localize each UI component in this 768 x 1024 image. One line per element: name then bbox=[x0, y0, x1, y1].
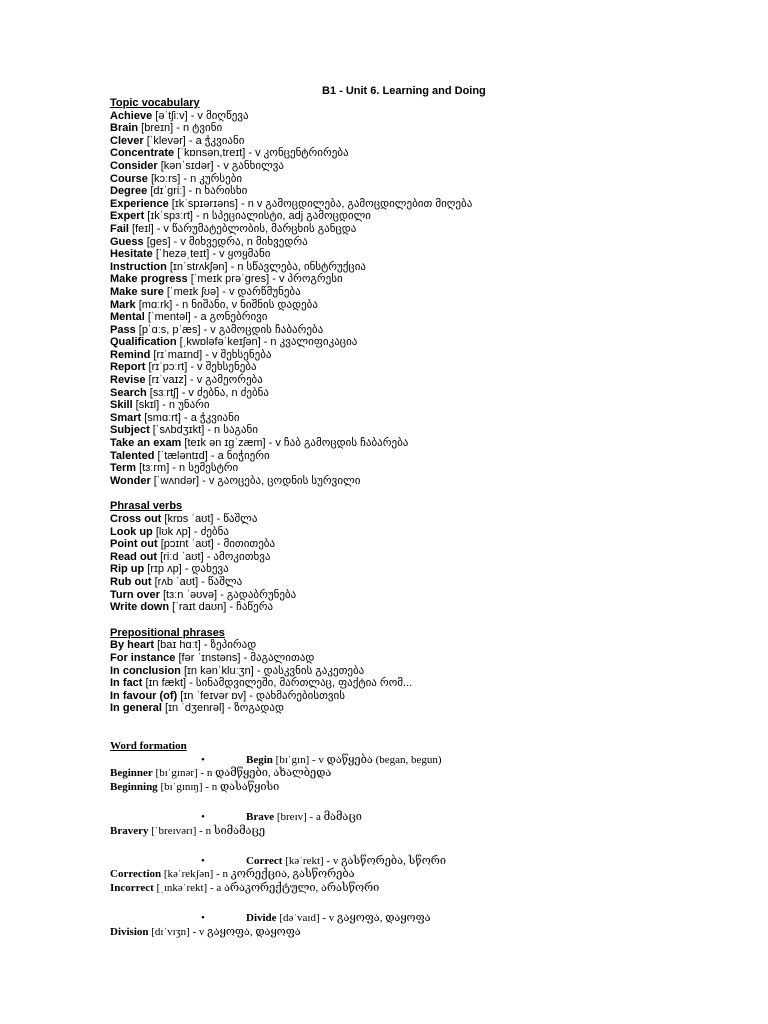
vocab-entry bbox=[110, 210, 750, 223]
vocab-definition: [breɪn] - n ტვინი bbox=[138, 122, 223, 135]
vocab-entry bbox=[110, 336, 750, 349]
vocab-word: Revise bbox=[110, 374, 146, 387]
vocab-word: Degree bbox=[110, 185, 148, 198]
vocab-word: Guess bbox=[110, 235, 144, 248]
vocab-word: Wonder bbox=[110, 474, 151, 487]
vocab-definition: [rɪˈpɔːrt] - v შეხსენება bbox=[145, 361, 257, 374]
word-formation-root bbox=[110, 754, 750, 767]
vocab-definition: [ɪnˈstrʌkʃən] - n სწავლება, ინსტრუქცია bbox=[166, 260, 366, 273]
vocab-word: Talented bbox=[110, 449, 155, 462]
vocab-definition: [bɪˈgɪnɪŋ] - n დასაწყისი bbox=[157, 780, 280, 793]
vocab-definition: [ˈmeɪk ʃʊə] - v დარწმუნება bbox=[163, 285, 301, 298]
vocab-word: Brain bbox=[110, 122, 139, 135]
vocab-entry bbox=[110, 311, 750, 324]
word-formation-derived bbox=[110, 926, 750, 939]
vocab-word: Smart bbox=[110, 411, 142, 424]
vocab-entry bbox=[110, 160, 750, 173]
vocab-word: Course bbox=[110, 172, 148, 185]
vocab-entry bbox=[110, 299, 750, 312]
page-title: B1 - Unit 6. Learning and Doing bbox=[322, 85, 486, 97]
vocab-word: In conclusion bbox=[110, 664, 181, 677]
vocab-word: For instance bbox=[110, 651, 176, 664]
vocab-definition: [ˈsʌbdʒɪkt] - n საგანი bbox=[149, 424, 258, 437]
vocab-definition: [rɪp ʌp] - დახევა bbox=[144, 563, 229, 576]
vocab-entry bbox=[110, 110, 750, 123]
vocab-entry bbox=[110, 601, 750, 614]
bullet-icon: • bbox=[201, 912, 205, 925]
vocab-definition: [baɪ hɑːt] - ზეპირად bbox=[154, 639, 257, 652]
section-heading-prepositional: Prepositional phrases bbox=[110, 626, 225, 639]
word-formation-derived bbox=[110, 767, 750, 780]
section-heading-word-formation: Word formation bbox=[110, 740, 187, 752]
vocab-word: Read out bbox=[110, 550, 158, 563]
vocab-entry bbox=[110, 198, 750, 211]
vocab-definition: [bɪˈgɪn] - v დაწყება (began, begun) bbox=[272, 754, 442, 766]
vocab-definition: [ɪn kənˈkluːʒn] - დასკვნის გაკეთება bbox=[180, 664, 365, 677]
vocab-entry bbox=[110, 324, 750, 337]
vocab-entry bbox=[110, 412, 750, 425]
vocab-definition: [ɪn fækt] - სინამდვილეში, მართლაც, ფაქტია რომ... bbox=[142, 677, 413, 690]
vocab-word: In fact bbox=[110, 677, 143, 690]
vocab-definition: [teɪk ən ɪgˈzæm] - v ჩაბ გამოცდის ჩაბარება bbox=[181, 437, 409, 450]
vocab-word: Write down bbox=[110, 601, 170, 614]
bullet-icon: • bbox=[201, 811, 205, 824]
vocab-entry bbox=[110, 475, 750, 488]
vocab-word: Point out bbox=[110, 538, 158, 551]
vocab-entry bbox=[110, 286, 750, 299]
vocab-word: Skill bbox=[110, 399, 133, 412]
vocab-definition: [lʊk ʌp] - ძებნა bbox=[152, 525, 229, 538]
vocab-entry bbox=[110, 526, 750, 539]
vocab-entry bbox=[110, 248, 750, 261]
vocab-word: Concentrate bbox=[110, 147, 175, 160]
vocab-word: Clever bbox=[110, 134, 144, 147]
vocab-entry bbox=[110, 122, 750, 135]
vocab-definition: [ˈkɒnsən,treɪt] - v კონცენტრირება bbox=[174, 147, 349, 160]
bullet-icon: • bbox=[201, 855, 205, 868]
vocab-entry bbox=[110, 437, 750, 450]
vocab-definition: [ˈbreɪvərɪ] - n სიმამაცე bbox=[148, 824, 266, 837]
vocab-definition: [dɪˈvɪʒn] - v გაყოფა, დაყოფა bbox=[148, 925, 301, 938]
vocab-word: Pass bbox=[110, 323, 136, 336]
prepositional-phrases-list bbox=[110, 639, 750, 715]
vocab-entry bbox=[110, 639, 750, 652]
vocab-entry bbox=[110, 399, 750, 412]
vocab-word: Look up bbox=[110, 525, 153, 538]
vocab-definition: [ˈmentəl] - a გონებრივი bbox=[144, 311, 268, 324]
vocab-word: Remind bbox=[110, 348, 151, 361]
vocab-entry bbox=[110, 462, 750, 475]
vocab-word: Rub out bbox=[110, 575, 152, 588]
vocab-entry bbox=[110, 677, 750, 690]
vocab-entry bbox=[110, 589, 750, 602]
vocab-definition: [riːd ˈaʊt] - ამოკითხვა bbox=[157, 550, 271, 563]
word-formation-derived bbox=[110, 882, 750, 895]
vocab-word: Achieve bbox=[110, 109, 153, 122]
vocab-definition: [breɪv] - a მამაცი bbox=[274, 811, 362, 824]
vocab-word: Consider bbox=[110, 159, 158, 172]
vocab-word: Search bbox=[110, 386, 147, 399]
vocab-definition: [ˈraɪt daʊn] - ჩაწერა bbox=[169, 601, 274, 614]
vocab-entry bbox=[110, 147, 750, 160]
vocab-entry bbox=[110, 690, 750, 703]
vocab-entry bbox=[110, 135, 750, 148]
vocab-word: Make progress bbox=[110, 273, 188, 286]
vocab-word: Bravery bbox=[110, 824, 149, 837]
vocab-definition: [ˈtæləntɪd] - a ნიჭიერი bbox=[154, 449, 270, 462]
vocab-definition: [skɪl] - n უნარი bbox=[132, 399, 210, 412]
vocab-entry bbox=[110, 185, 750, 198]
vocab-definition: [ˈmeɪk prəˈgres] - v პროგრესი bbox=[187, 273, 343, 286]
vocab-entry bbox=[110, 361, 750, 374]
vocab-definition: [ɪn ˈfeɪvər ɒv] - დახმარებისთვის bbox=[177, 689, 345, 702]
vocab-definition: [dəˈvaɪd] - v გაყოფა, დაყოფა bbox=[276, 912, 431, 925]
word-formation-section bbox=[110, 739, 750, 939]
vocab-word: Correct bbox=[246, 855, 283, 868]
vocab-entry bbox=[110, 374, 750, 387]
vocab-entry bbox=[110, 551, 750, 564]
vocab-definition: [ɪn ˈdʒenrəl] - ზოგადად bbox=[161, 702, 284, 715]
vocab-definition: [ˈhezəˌteɪt] - v ყოყმანი bbox=[152, 248, 271, 261]
vocab-definition: [fər ˈɪnstəns] - მაგალითად bbox=[175, 651, 315, 664]
vocab-entry bbox=[110, 261, 750, 274]
vocab-word: Take an exam bbox=[110, 437, 182, 450]
section-heading-phrasal: Phrasal verbs bbox=[110, 500, 183, 513]
phrasal-verbs-list bbox=[110, 513, 750, 614]
vocab-word: Beginner bbox=[110, 767, 153, 780]
vocab-definition: [ˌkwɒləfəˈkeɪʃən] - n კვალიფიკაცია bbox=[176, 336, 358, 349]
vocab-definition: [əˈtʃiːv] - v მიღწევა bbox=[152, 109, 249, 122]
topic-vocabulary-list bbox=[110, 110, 750, 488]
word-formation-derived bbox=[110, 868, 750, 881]
vocab-definition: [ˈwʌndər] - v გაოცება, ცოდნის სურვილი bbox=[150, 474, 361, 487]
vocab-definition: [ˌɪnkəˈrekt] - a არაკორექტული, არასწორი bbox=[153, 881, 380, 894]
vocab-word: Incorrect bbox=[110, 881, 154, 894]
vocab-entry bbox=[110, 236, 750, 249]
vocab-word: Cross out bbox=[110, 513, 162, 525]
vocab-word: Instruction bbox=[110, 260, 167, 273]
vocab-definition: [ɪkˈspɜːrt] - n სპეციალისტი, adj გამოცდილი bbox=[144, 210, 372, 223]
vocab-entry bbox=[110, 576, 750, 589]
vocab-word: Mental bbox=[110, 311, 145, 324]
vocab-word: Brave bbox=[246, 811, 275, 824]
word-formation-root bbox=[110, 912, 750, 925]
vocab-definition: [tɜːrm] - n სემესტრი bbox=[136, 462, 239, 475]
vocab-word: Turn over bbox=[110, 588, 160, 601]
vocab-entry bbox=[110, 273, 750, 286]
vocab-definition: [kəˈrekt] - v გასწორება, სწორი bbox=[282, 855, 446, 868]
vocab-word: Fail bbox=[110, 222, 129, 235]
vocab-word: Correction bbox=[110, 868, 162, 881]
vocab-word: Hesitate bbox=[110, 248, 153, 261]
vocab-definition: [rɪˈvaɪz] - v გამეორება bbox=[145, 374, 263, 387]
word-formation-list bbox=[110, 753, 750, 939]
vocab-word: Divide bbox=[246, 912, 277, 925]
vocab-word: Experience bbox=[110, 197, 169, 210]
vocab-entry bbox=[110, 223, 750, 236]
bullet-icon: • bbox=[201, 754, 205, 766]
vocab-entry bbox=[110, 424, 750, 437]
word-formation-root bbox=[110, 855, 750, 868]
vocab-definition: [krɒs ˈaʊt] - წაშლა bbox=[161, 513, 258, 525]
vocab-word: Qualification bbox=[110, 336, 177, 349]
vocab-word: Rip up bbox=[110, 563, 145, 576]
vocab-definition: [mɑːrk] - n ნიშანი, v ნიშნის დადება bbox=[135, 298, 318, 311]
vocab-word: Make sure bbox=[110, 285, 164, 298]
vocab-word: Expert bbox=[110, 210, 145, 223]
vocab-definition: [sɜːrtʃ] - v ძებნა, n ძებნა bbox=[146, 386, 269, 399]
vocab-definition: [ɪkˈspɪərɪəns] - n v გამოცდილება, გამოცდილებით მიღება bbox=[168, 197, 473, 210]
vocab-definition: [pɔɪnt ˈaʊt] - მითითება bbox=[157, 538, 276, 551]
vocab-definition: [bɪˈgɪnər] - n დამწყები, ახალბედა bbox=[152, 767, 332, 780]
vocab-word: Begin bbox=[246, 754, 273, 766]
vocab-definition: [ges] - v მიხვედრა, n მიხვედრა bbox=[143, 235, 308, 248]
vocab-entry bbox=[110, 173, 750, 186]
vocab-word: Subject bbox=[110, 424, 150, 437]
vocab-word: In general bbox=[110, 702, 162, 715]
vocab-word: In favour (of) bbox=[110, 689, 178, 702]
vocab-definition: [smɑːrt] - a ჭკვიანი bbox=[141, 411, 240, 424]
section-heading-topic: Topic vocabulary bbox=[110, 97, 200, 109]
vocab-entry bbox=[110, 665, 750, 678]
vocab-entry bbox=[110, 702, 750, 715]
vocab-definition: [rɪˈmaɪnd] - v შეხსენება bbox=[150, 348, 272, 361]
vocab-entry bbox=[110, 652, 750, 665]
vocab-entry bbox=[110, 349, 750, 362]
vocab-definition: [kɔːrs] - n კურსები bbox=[147, 172, 243, 185]
vocab-word: Mark bbox=[110, 298, 136, 311]
vocab-entry bbox=[110, 538, 750, 551]
vocab-definition: [rʌb ˈaʊt] - წაშლა bbox=[151, 575, 243, 588]
vocab-definition: [tɜːn ˈəʊvə] - გადაბრუნება bbox=[159, 588, 297, 601]
vocab-definition: [kəˈrekʃən] - n კორექცია, გასწორება bbox=[161, 868, 355, 881]
vocab-entry bbox=[110, 387, 750, 400]
vocab-entry bbox=[110, 563, 750, 576]
vocab-entry bbox=[110, 513, 750, 526]
vocab-word: Report bbox=[110, 361, 146, 374]
vocab-definition: [feɪl] - v წარუმატებლობის, მარცხის განცდა bbox=[128, 222, 357, 235]
vocabulary-list bbox=[110, 97, 750, 715]
vocab-entry bbox=[110, 450, 750, 463]
vocab-word: By heart bbox=[110, 639, 155, 652]
vocab-definition: [kənˈsɪdər] - v განხილვა bbox=[157, 159, 284, 172]
vocab-word: Division bbox=[110, 925, 149, 938]
word-formation-derived bbox=[110, 825, 750, 838]
vocab-definition: [pˈɑːs, pˈæs] - v გამოცდის ჩაბარება bbox=[135, 323, 324, 336]
vocab-word: Beginning bbox=[110, 780, 158, 793]
word-formation-derived bbox=[110, 781, 750, 794]
vocab-definition: [ˈklevər] - a ჭკვიანი bbox=[143, 134, 245, 147]
vocab-word: Term bbox=[110, 462, 137, 475]
vocab-definition: [dɪˈgriː] - n ხარისხი bbox=[147, 185, 248, 198]
word-formation-root bbox=[110, 811, 750, 824]
